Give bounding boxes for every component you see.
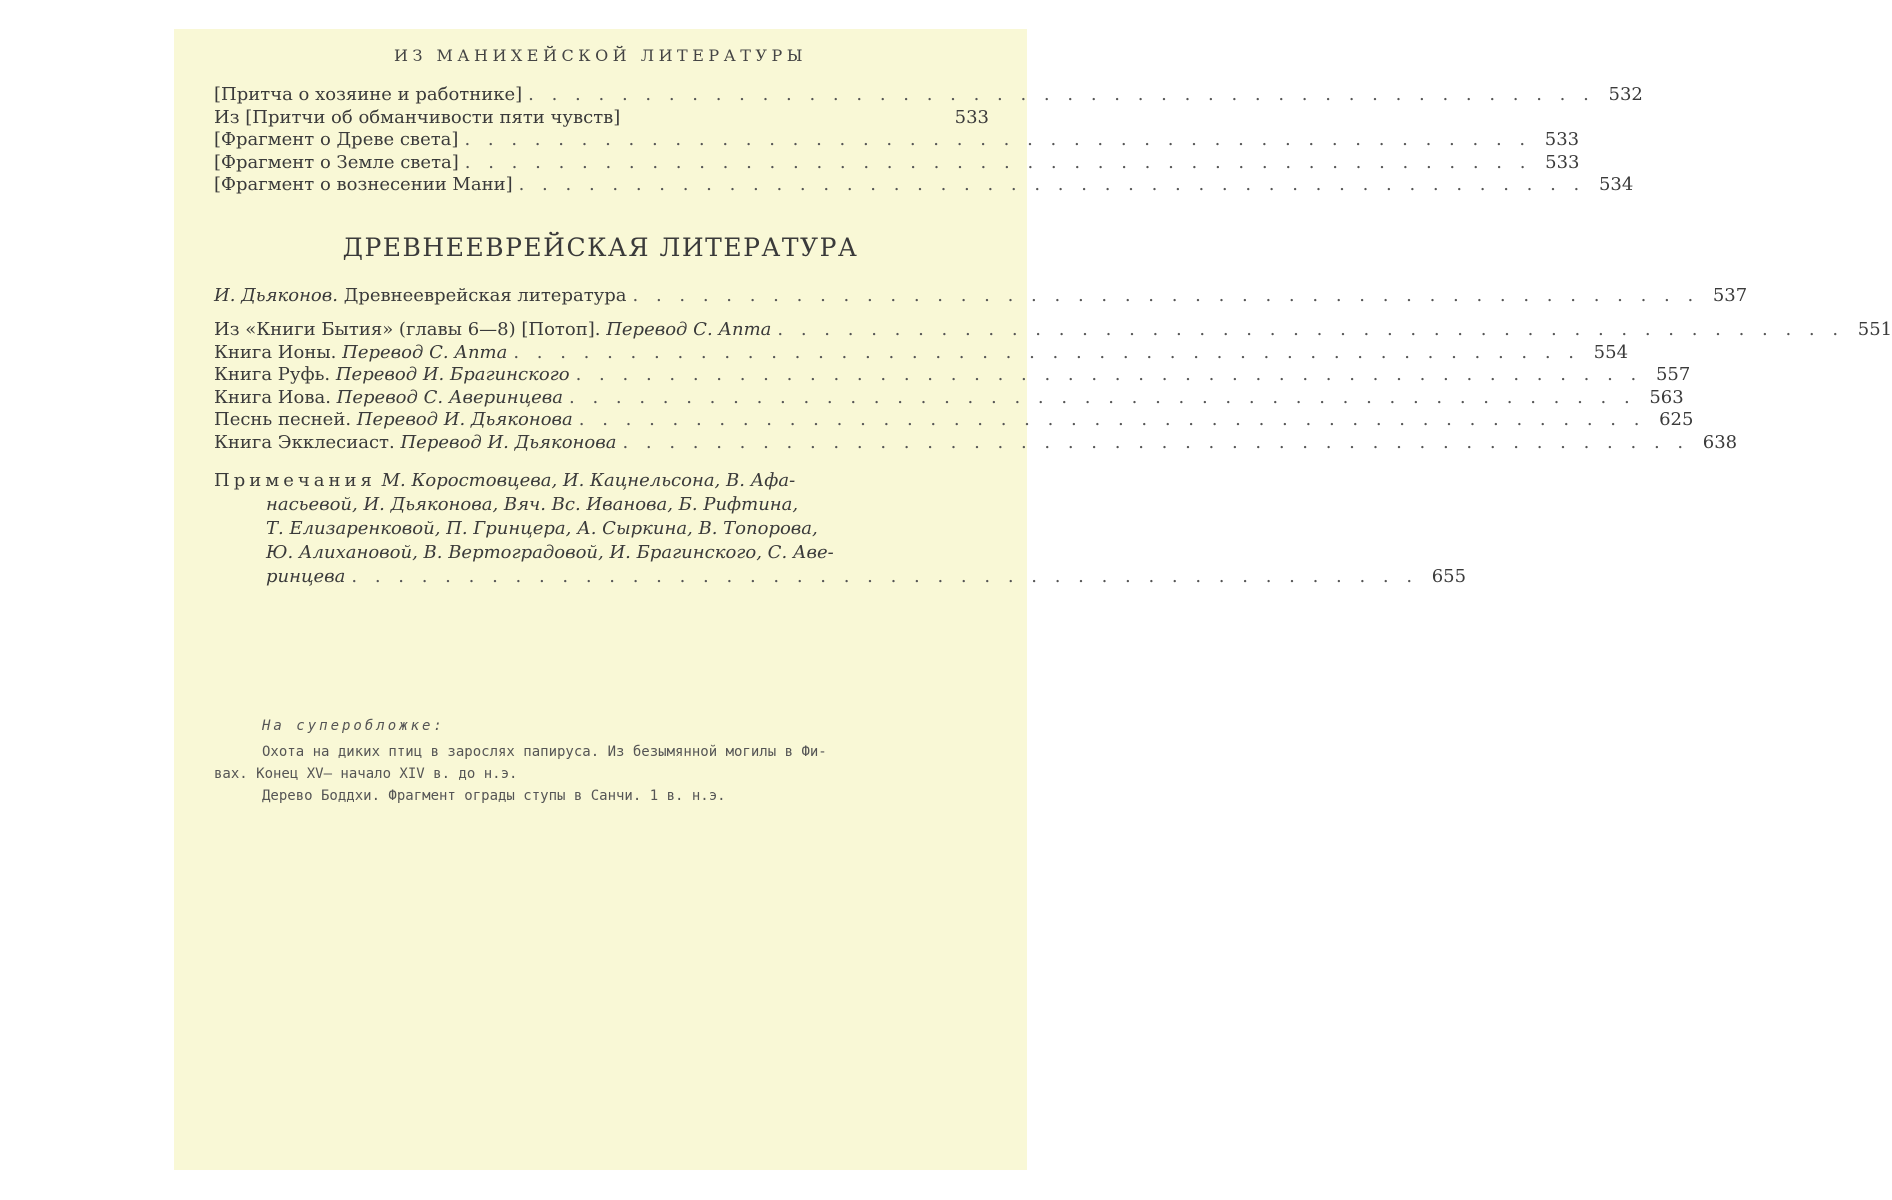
toc-page-number: 638 <box>1702 431 1738 453</box>
essay-title: Древнееврейская литература <box>343 285 627 306</box>
dot-leader: . . . . . . . . . . . . . . . . . . . . . . . . . . . . . . . . . . . . . . . . . . . . . . <box>518 174 1586 195</box>
hebrew-intro <box>214 285 1748 308</box>
notes-line: Ю. Алихановой, В. Вертоградовой, И. Брагинского, С. Аве- <box>266 542 834 563</box>
toc-entry <box>214 319 1892 342</box>
notes-last-line <box>214 565 1467 589</box>
toc-entry-title: [Фрагмент о вознесении Мани] <box>214 174 513 195</box>
notes-line: Т. Елизаренковой, П. Гринцера, А. Сыркина, В. Топорова, <box>266 518 818 539</box>
toc-page-number: 534 <box>1598 174 1634 195</box>
dot-leader: . . . . . . . . . . . . . . . . . . . . . . . . . . . . . . . . . . . . . . . . . . . . . . <box>575 364 1643 385</box>
toc-page-number: 533 <box>954 106 989 128</box>
toc-entry-title: [Фрагмент о Земле света] <box>214 151 459 173</box>
dot-leader: . . . . . . . . . . . . . . . . . . . . . . . . . . . . . . . . . . . . . . . . . . . . . . <box>464 151 1532 173</box>
notes-line <box>214 469 989 493</box>
translator: Перевод С. Апта <box>606 319 772 340</box>
toc-entry <box>214 386 1684 410</box>
toc-page-number: 655 <box>1431 566 1467 587</box>
toc-entry-title <box>214 364 570 387</box>
toc-entry-title: [Фрагмент о Древе света] <box>214 129 459 150</box>
translator: Перевод И. Брагинского <box>335 364 570 385</box>
toc-page-number: 537 <box>1712 285 1748 306</box>
dot-leader: . . . . . . . . . . . . . . . . . . . . . . . . . . . . . . . . . . . . . . . . . . . . . . <box>632 285 1700 306</box>
book-title: Книга Ионы. <box>214 341 337 363</box>
toc-entry <box>214 107 989 130</box>
dot-leader: . . . . . . . . . . . . . . . . . . . . . . . . . . . . . . . . . . . . . . . . . . . . . . <box>622 431 1690 453</box>
toc-entry <box>214 129 1580 152</box>
toc-entry <box>214 174 1634 197</box>
dot-leader: . . . . . . . . . . . . . . . . . . . . . . . . . . . . . . . . . . . . . . . . . . . . . . <box>569 386 1636 408</box>
toc-page-number: 557 <box>1655 364 1691 385</box>
book-title: Книга Руфь. <box>214 364 331 385</box>
toc-entry-title <box>214 342 507 365</box>
toc-entry-title <box>214 319 771 342</box>
section-heading: ДРЕВНЕЕВРЕЙСКАЯ ЛИТЕРАТУРА <box>342 233 859 262</box>
dot-leader: . . . . . . . . . . . . . . . . . . . . . . . . . . . . . . . . . . . . . . . . . . . . . . <box>351 566 1419 587</box>
toc-entry <box>214 364 1691 387</box>
toc-entry-title <box>214 409 573 432</box>
dot-leader: . . . . . . . . . . . . . . . . . . . . . . . . . . . . . . . . . . . . . . . . . . . . . . <box>578 409 1646 430</box>
toc-page-number: 551 <box>1857 319 1892 340</box>
book-title: Из «Книги Бытия» (главы 6—8) [Потоп]. <box>214 319 601 340</box>
toc-entry <box>214 285 1748 308</box>
running-head: ИЗ МАНИХЕЙСКОЙ ЛИТЕРАТУРЫ <box>394 46 807 65</box>
jacket-caption-line: Охота на диких птиц в зарослях папируса. Из безымянной могилы в Фи- <box>262 744 827 760</box>
toc-page-number: 563 <box>1649 386 1684 408</box>
dot-leader: . . . . . . . . . . . . . . . . . . . . . . . . . . . . . . . . . . . . . . . . . . . . . . <box>464 129 1532 150</box>
toc-entry-title: Из [Притчи об обманчивости пяти чувств] <box>214 106 621 128</box>
toc-page-number: 532 <box>1608 84 1643 105</box>
toc-entry <box>214 431 1738 455</box>
toc-entry-title <box>214 387 563 410</box>
dust-jacket-note <box>214 715 989 807</box>
jacket-caption-line: вах. Конец XV— начало XIV в. до н.э. <box>214 766 518 782</box>
book-title: Книга Экклесиаст. <box>214 431 395 453</box>
toc-page-number: 625 <box>1659 409 1694 430</box>
translator: Перевод С. Аверинцева <box>336 386 564 408</box>
toc-page-number: 533 <box>1545 151 1580 173</box>
manichean-toc <box>214 84 1643 197</box>
translator: Перевод С. Апта <box>342 341 508 363</box>
toc-entry-title <box>214 432 616 455</box>
notes-line: насьевой, И. Дьяконова, Вяч. Вс. Иванова, Б. Рифтина, <box>266 494 799 515</box>
toc-entry <box>214 409 1694 432</box>
toc-page-number: 533 <box>1544 129 1580 150</box>
book-title: Книга Иова. <box>214 386 331 408</box>
jacket-caption: Дерево Боддхи. Фрагмент ограды ступы в Санчи. 1 в. н.э. <box>262 788 726 804</box>
translator: Перевод И. Дьяконова <box>356 409 573 430</box>
notes-entry <box>214 469 1467 589</box>
book-title: Песнь песней. <box>214 409 352 430</box>
hebrew-books-toc <box>214 319 1892 454</box>
toc-entry-title <box>214 285 627 308</box>
book-page <box>174 29 1892 1170</box>
toc-entry <box>214 341 1629 365</box>
notes-label: Примечания <box>214 470 376 491</box>
dot-leader: . . . . . . . . . . . . . . . . . . . . . . . . . . . . . . . . . . . . . . . . . . . . . . <box>513 341 1581 363</box>
toc-page-number: 554 <box>1593 341 1629 363</box>
notes-authors: М. Коростовцева, И. Кацнельсона, В. Афа- <box>381 470 796 491</box>
jacket-heading: На суперобложке: <box>262 718 445 734</box>
toc-entry <box>214 151 1580 175</box>
toc-entry-title: [Притча о хозяине и работнике] <box>214 84 523 105</box>
jacket-caption <box>214 741 989 785</box>
translator: Перевод И. Дьяконова <box>400 431 617 453</box>
notes-line: ринцева <box>266 566 346 587</box>
dot-leader: . . . . . . . . . . . . . . . . . . . . . . . . . . . . . . . . . . . . . . . . . . . . . . <box>528 84 1595 105</box>
author-name: И. Дьяконов. <box>214 285 338 306</box>
dot-leader: . . . . . . . . . . . . . . . . . . . . . . . . . . . . . . . . . . . . . . . . . . . . . . <box>777 319 1845 340</box>
toc-entry <box>214 84 1643 107</box>
